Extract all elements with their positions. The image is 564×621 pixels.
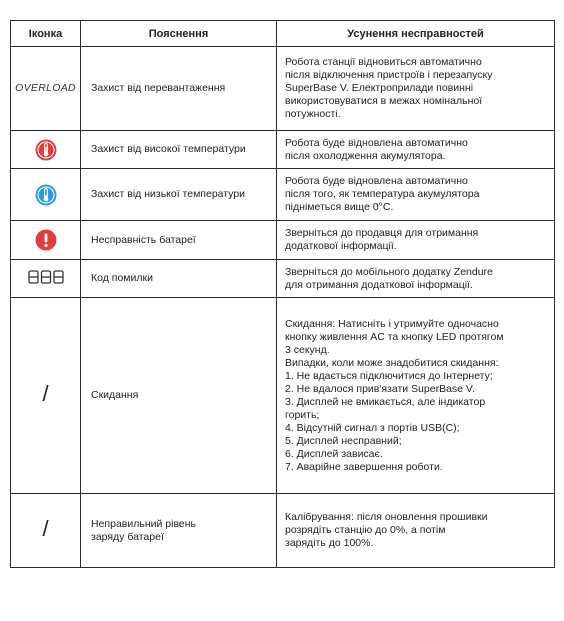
fix-line: потужності. (285, 108, 341, 120)
icon-cell (11, 298, 81, 494)
fix-cell (277, 131, 555, 169)
fix-cell (277, 494, 555, 568)
slash-icon: / (42, 380, 49, 406)
fix-line: після охолодження акумулятора. (285, 149, 446, 162)
slash-icon: / (42, 515, 49, 541)
table-row (11, 221, 555, 260)
table-row (11, 260, 555, 298)
explanation-cell (81, 494, 277, 568)
fix-cell (277, 260, 555, 298)
fix-line: 3 секунд. (285, 343, 330, 356)
table-row (11, 494, 555, 568)
icon-cell (11, 131, 81, 169)
fix-line: горить; (285, 408, 320, 421)
fix-cell (277, 298, 555, 494)
fix-line: 3. Дисплей не вмикається, але індикатор (285, 395, 486, 408)
fix-line: SuperBase V. Електроприлади повинні (285, 82, 474, 94)
explanation-cell: Захист від перевантаження (81, 47, 277, 131)
fix-line: 5. Дисплей несправний; (285, 434, 402, 447)
header-icon: Іконка (11, 21, 81, 47)
fix-line: 4. Відсутній сигнал з портів USB(C); (285, 421, 460, 434)
fix-line: використовуватися в межах номінальної (285, 95, 483, 107)
fix-line: Калібрування: після оновлення прошивки (285, 511, 488, 523)
fix-line: Зверніться до мобільного додатку Zendure (285, 265, 493, 278)
icon-cell (11, 221, 81, 260)
fix-line: Робота буде відновлена автоматично (285, 136, 468, 149)
fix-line: Робота буде відновлена автоматично (285, 175, 468, 187)
fix-line: Зверніться до продавця для отримання (285, 227, 479, 239)
fix-line: кнопку живлення AC та кнопку LED протягом (285, 330, 504, 343)
table-row (11, 169, 555, 221)
battery-fault-icon (35, 229, 57, 251)
icon-cell (11, 260, 81, 298)
fix-cell (277, 47, 555, 131)
explanation-cell: Захист від низької температури (81, 169, 277, 221)
fix-line: 2. Не вдалося прив'язати SuperBase V. (285, 382, 475, 395)
header-explanation: Пояснення (81, 21, 277, 47)
explanation-cell: Несправність батареї (81, 221, 277, 260)
troubleshooting-table (10, 20, 555, 568)
error-code-icon (28, 270, 64, 284)
table-row (11, 131, 555, 169)
fix-line: 7. Аварійне завершення роботи. (285, 460, 443, 473)
explanation-line: Неправильний рівень (91, 517, 197, 530)
table-row (11, 47, 555, 131)
explanation-cell: Скидання (81, 298, 277, 494)
fix-cell (277, 169, 555, 221)
fix-line: розрядіть станцію до 0%, а потім (285, 524, 446, 536)
explanation-line: заряду батареї (91, 530, 164, 543)
fix-line: Скидання: Натисніть і утримуйте одночасно (285, 317, 499, 330)
overload-icon: OVERLOAD (15, 82, 76, 94)
table-row (11, 298, 555, 494)
high-temperature-icon (35, 139, 57, 161)
low-temperature-icon (35, 184, 57, 206)
fix-line: додаткової інформації. (285, 240, 397, 252)
icon-cell (11, 47, 81, 131)
fix-line: після того, як температура акумулятора (285, 188, 480, 200)
icon-cell (11, 169, 81, 221)
fix-line: підніметься вище 0°C. (285, 201, 394, 213)
fix-line: зарядіть до 100%. (285, 537, 374, 549)
icon-cell (11, 494, 81, 568)
fix-line: 1. Не вдається підключитися до Інтернету; (285, 369, 493, 382)
fix-line: 6. Дисплей зависає. (285, 447, 383, 460)
fix-line: Робота станції відновиться автоматично (285, 56, 482, 68)
fix-line: після відключення пристроїв і перезапуску (285, 69, 493, 81)
explanation-cell: Захист від високої температури (81, 131, 277, 169)
explanation-cell: Код помилки (81, 260, 277, 298)
fix-cell (277, 221, 555, 260)
fix-line: Випадки, коли може знадобитися скидання: (285, 356, 499, 369)
header-fix: Усунення несправностей (277, 21, 555, 47)
fix-line: для отримання додаткової інформації. (285, 278, 473, 291)
table-header-row (11, 21, 555, 47)
